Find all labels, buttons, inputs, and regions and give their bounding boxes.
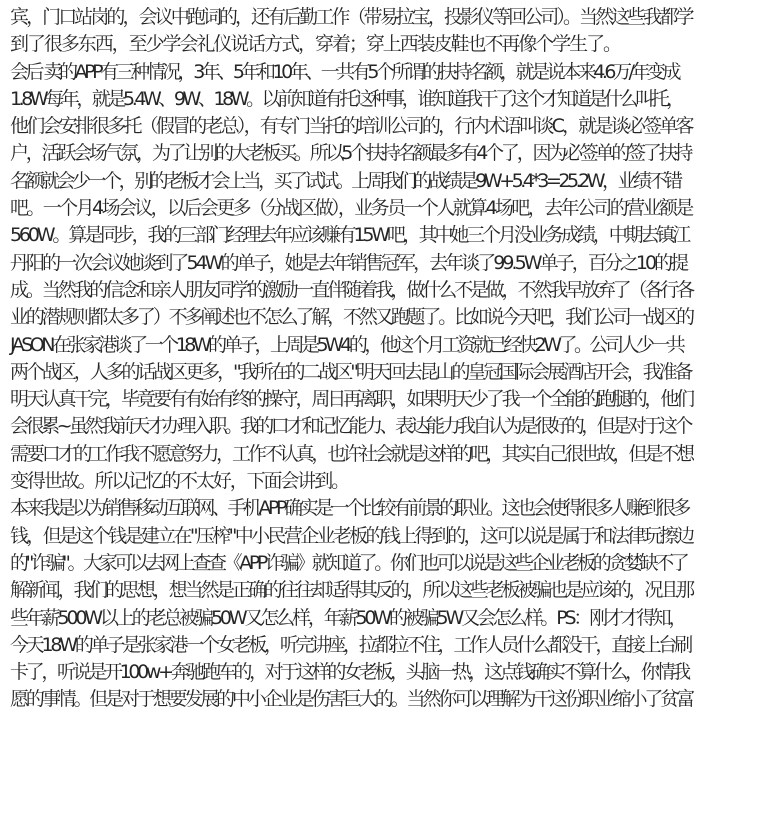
text-line: 些年薪500W以上的老总被骗50W又怎么样，年薪50W的被骗5W又会怎么样。PS：刚才才得知， xyxy=(10,606,685,629)
text-line: 会后 卖的APP有三种情况，3年、5年和10年、一共有5个所谓的扶持名额，就是说本来4.6万/年变成 xyxy=(10,60,679,83)
text-line: 业的潜规则都太多了）不多阐述也不怎么了解，不然又跑题了。比如说今天吧，我们公司一战区的 xyxy=(10,306,692,329)
article-text xyxy=(10,4,780,714)
text-line: 会很累~虽然我前天才办理入职。我的口才和记忆能力、表达能力我自认为是很好的，但是对于这个 xyxy=(10,415,690,438)
text-line: 成。当然我的信念和亲人朋友同学的激励一直伴随着我，做什么不是做，不然我早放弃了（各行各 xyxy=(10,278,692,301)
text-line: JASON在张家港谈了一个18W的单子，上周是5W4的，他这个月工资就已经快2W了。公司人少一共 xyxy=(10,333,683,356)
text-line: 本来我是以为销售移动互联网、手机APP确实是一个比较有前景的职业。这也会使得很多人赚到很多 xyxy=(10,497,688,520)
text-line: 户，活跃会场气氛，为了让别的大老板买。所以5个扶持名额最多有4个了，因为必签单的签了扶持 xyxy=(10,142,691,165)
text-line: 1.8W每年，就是5.4W、9W、18W。以前知道有托这种事，谁知道我干了这个才知道是什么叫托， xyxy=(10,87,682,110)
text-line: 解新闻，我们的思想，想当然是正确的往往却适得其反的，所以这些老板被骗也是应该的，况且那 xyxy=(10,579,692,602)
text-line: 需要口才的工作我不愿意努力，工作不认真，也许社会就是这样的吧，其实自己很世故，但是不想 xyxy=(10,442,692,465)
text-line: 变得世故。所以记忆的不太好，下面会讲到。 xyxy=(10,470,349,493)
text-line: 愿的事情。但是对于想要发展的中小企业是伤害巨大的。当然你可以理解为干这份职业缩小了贫富 xyxy=(10,688,692,711)
text-line: 名额就会少一个，别的老板才会上当，买了试试。上周我们的战绩是9W+5.4*3=25.2W，业绩不错 xyxy=(10,169,680,192)
text-line: 到了很多东西，至少学会礼仪说话方式，穿着；穿上西装皮鞋也不再像个学生了。 xyxy=(10,33,620,56)
text-line: 的"诈骗"。大家可以去网上查查《APP诈骗》就知道了。你们也可以说是这些企业老板的贪婪缺不了 xyxy=(10,551,687,574)
text-line: 两个战区，人多的话战区更多，"我所在的二战区"明天回去昆山的皇冠国际会展酒店开会，我准备 xyxy=(10,360,691,383)
text-line: 钱，但是这个钱是建立在"压榨"中小民营企业老板的钱上得到的，这可以说是属于和法律玩擦边 xyxy=(10,524,693,547)
text-line: 他们会安排很多托（假冒的老总），有专门当托的培训公司的，行内术语叫谈C，就是谈必签单客 xyxy=(10,115,692,138)
text-line: 560W。算是同步，我的三部门经理去年应该赚有15W吧，其中她三个月没业务成绩，中期去镇江 xyxy=(10,224,688,247)
text-line: 丹阳的一次会议她谈到了54W的单子，她是去年销售冠军，去年谈了99.5W单子，百分之10的提 xyxy=(10,251,687,274)
text-line: 吧。一个月4场会议，以后会更多（分战区做），业务员一个人就算4场吧，去年公司的营业额是 xyxy=(10,197,692,220)
text-line: 卡了，听说是开100w+奔驰跑车的，对于这样的女老板，头脑一热，这点钱确实不算什么，你情我 xyxy=(10,661,688,684)
text-line: 明天认真干完，毕竟要有有始有终的操守，周日再离职，如果明天少了我一个全能的跑腿的，他们 xyxy=(10,388,692,411)
text-line: 宾，门口站岗的，会议中跑词的，还有后勤工作（带易拉宝，投影仪等回公司）。当然这些我都学 xyxy=(10,6,692,28)
text-line: 今天18W的单子是张家港一个女老板，听完讲座，拉都拉不住，工作人员什么都没干，直接上台刷 xyxy=(10,633,690,656)
